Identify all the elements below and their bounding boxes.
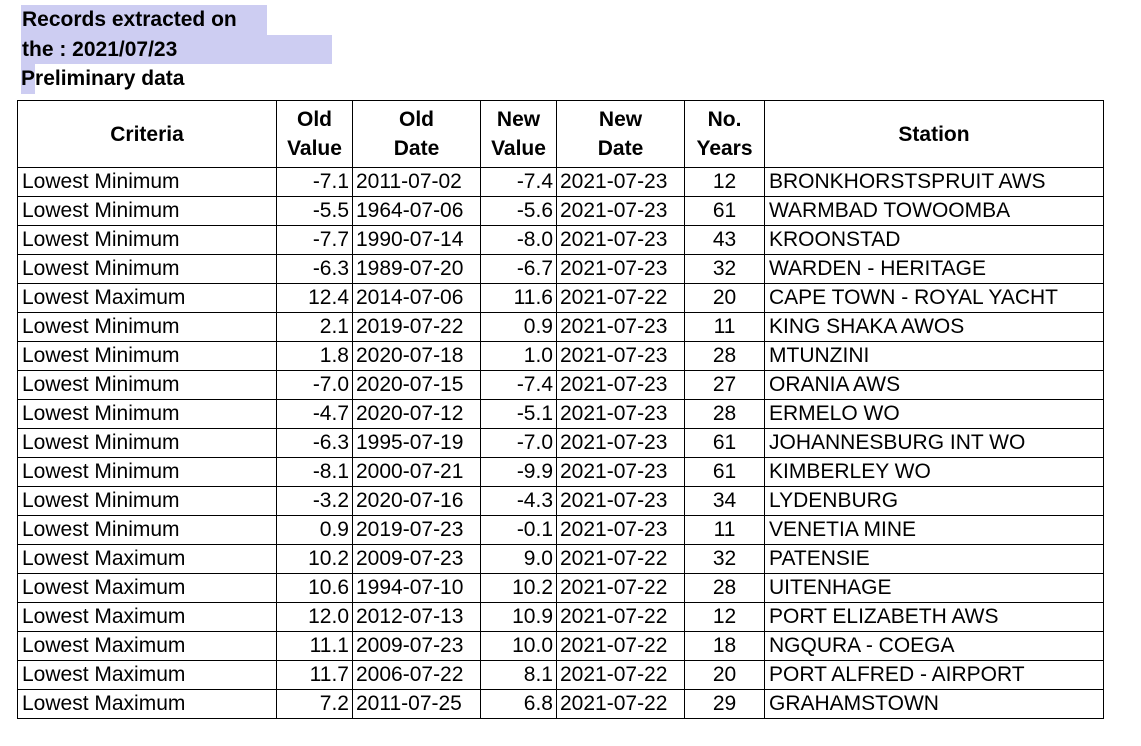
criteria-cell: Lowest Minimum	[18, 371, 277, 400]
station-cell: NGQURA - COEGA	[765, 632, 1104, 661]
old-date-cell: 2009-07-23	[353, 632, 481, 661]
station-cell: GRAHAMSTOWN	[765, 690, 1104, 719]
new-date-cell: 2021-07-23	[557, 226, 685, 255]
criteria-cell: Lowest Minimum	[18, 168, 277, 197]
old-value-cell: 10.2	[277, 545, 353, 574]
old-value-cell: 11.7	[277, 661, 353, 690]
criteria-cell: Lowest Maximum	[18, 690, 277, 719]
old-value-cell: -7.1	[277, 168, 353, 197]
no-years-cell: 32	[685, 545, 765, 574]
new-date-cell: 2021-07-23	[557, 458, 685, 487]
table-row	[18, 545, 1104, 574]
new-value-cell: 0.9	[481, 313, 557, 342]
new-date-cell: 2021-07-23	[557, 371, 685, 400]
no-years-cell: 20	[685, 661, 765, 690]
preliminary-label: reliminary data	[35, 67, 185, 90]
old-date-cell: 2012-07-13	[353, 603, 481, 632]
no-years-cell: 12	[685, 168, 765, 197]
new-value-cell: -8.0	[481, 226, 557, 255]
station-cell: ORANIA AWS	[765, 371, 1104, 400]
new-date-cell: 2021-07-22	[557, 690, 685, 719]
old-value-cell: -5.5	[277, 197, 353, 226]
old-value-cell: -7.0	[277, 371, 353, 400]
old-date-cell: 1989-07-20	[353, 255, 481, 284]
no-years-cell: 20	[685, 284, 765, 313]
new-value-cell: 10.0	[481, 632, 557, 661]
station-cell: VENETIA MINE	[765, 516, 1104, 545]
old-date-cell: 2020-07-18	[353, 342, 481, 371]
station-cell: ERMELO WO	[765, 400, 1104, 429]
station-cell: MTUNZINI	[765, 342, 1104, 371]
station-cell: KIMBERLEY WO	[765, 458, 1104, 487]
station-cell: PORT ALFRED - AIRPORT	[765, 661, 1104, 690]
old-value-cell: 12.0	[277, 603, 353, 632]
table-row	[18, 400, 1104, 429]
table-row	[18, 574, 1104, 603]
old-date-cell: 2019-07-23	[353, 516, 481, 545]
table-body	[18, 168, 1104, 719]
records-table	[17, 100, 1104, 719]
no-years-cell: 28	[685, 342, 765, 371]
old-date-cell: 1995-07-19	[353, 429, 481, 458]
table-row	[18, 661, 1104, 690]
no-years-cell: 61	[685, 458, 765, 487]
table-row	[18, 284, 1104, 313]
old-date-cell: 1994-07-10	[353, 574, 481, 603]
no-years-cell: 61	[685, 429, 765, 458]
old-value-cell: -7.7	[277, 226, 353, 255]
old-value-cell: 12.4	[277, 284, 353, 313]
new-value-cell: 10.2	[481, 574, 557, 603]
station-cell: PORT ELIZABETH AWS	[765, 603, 1104, 632]
new-value-cell: 10.9	[481, 603, 557, 632]
column-header-no-years: No. Years	[685, 101, 765, 168]
new-value-cell: -7.4	[481, 168, 557, 197]
criteria-cell: Lowest Maximum	[18, 574, 277, 603]
new-value-cell: -9.9	[481, 458, 557, 487]
station-cell: UITENHAGE	[765, 574, 1104, 603]
new-date-cell: 2021-07-23	[557, 168, 685, 197]
no-years-cell: 11	[685, 313, 765, 342]
old-value-cell: -3.2	[277, 487, 353, 516]
old-value-cell: 10.6	[277, 574, 353, 603]
no-years-cell: 12	[685, 603, 765, 632]
table-row	[18, 516, 1104, 545]
criteria-cell: Lowest Minimum	[18, 255, 277, 284]
table-row	[18, 458, 1104, 487]
old-value-cell: 7.2	[277, 690, 353, 719]
old-date-cell: 2011-07-25	[353, 690, 481, 719]
new-value-cell: 9.0	[481, 545, 557, 574]
old-value-cell: -6.3	[277, 255, 353, 284]
new-value-cell: -7.0	[481, 429, 557, 458]
document-header	[21, 5, 332, 94]
no-years-cell: 32	[685, 255, 765, 284]
no-years-cell: 43	[685, 226, 765, 255]
new-date-cell: 2021-07-22	[557, 661, 685, 690]
no-years-cell: 34	[685, 487, 765, 516]
station-cell: KING SHAKA AWOS	[765, 313, 1104, 342]
criteria-cell: Lowest Minimum	[18, 400, 277, 429]
table-row	[18, 168, 1104, 197]
station-cell: WARMBAD TOWOOMBA	[765, 197, 1104, 226]
old-date-cell: 2011-07-02	[353, 168, 481, 197]
new-value-cell: 8.1	[481, 661, 557, 690]
new-date-cell: 2021-07-23	[557, 197, 685, 226]
no-years-cell: 28	[685, 400, 765, 429]
no-years-cell: 29	[685, 690, 765, 719]
no-years-cell: 61	[685, 197, 765, 226]
new-date-cell: 2021-07-23	[557, 429, 685, 458]
new-date-cell: 2021-07-22	[557, 574, 685, 603]
new-date-cell: 2021-07-23	[557, 487, 685, 516]
table-row	[18, 487, 1104, 516]
new-date-cell: 2021-07-23	[557, 516, 685, 545]
column-header-new-value: New Value	[481, 101, 557, 168]
table-header-row	[18, 101, 1104, 168]
old-date-cell: 2020-07-12	[353, 400, 481, 429]
new-date-cell: 2021-07-22	[557, 545, 685, 574]
new-value-cell: -6.7	[481, 255, 557, 284]
new-date-cell: 2021-07-23	[557, 255, 685, 284]
header-line-2	[21, 35, 332, 65]
old-value-cell: 0.9	[277, 516, 353, 545]
header-line-3	[21, 64, 332, 94]
no-years-cell: 18	[685, 632, 765, 661]
column-header-station: Station	[765, 101, 1104, 168]
new-date-cell: 2021-07-22	[557, 632, 685, 661]
criteria-cell: Lowest Minimum	[18, 516, 277, 545]
new-value-cell: -7.4	[481, 371, 557, 400]
criteria-cell: Lowest Minimum	[18, 342, 277, 371]
criteria-cell: Lowest Minimum	[18, 197, 277, 226]
new-date-cell: 2021-07-22	[557, 603, 685, 632]
criteria-cell: Lowest Minimum	[18, 458, 277, 487]
station-cell: PATENSIE	[765, 545, 1104, 574]
no-years-cell: 27	[685, 371, 765, 400]
criteria-cell: Lowest Minimum	[18, 429, 277, 458]
new-date-cell: 2021-07-23	[557, 313, 685, 342]
new-value-cell: -4.3	[481, 487, 557, 516]
table-row	[18, 197, 1104, 226]
new-value-cell: -5.1	[481, 400, 557, 429]
table-row	[18, 603, 1104, 632]
old-value-cell: -4.7	[277, 400, 353, 429]
old-date-cell: 2014-07-06	[353, 284, 481, 313]
selection-cursor-char: P	[21, 64, 35, 94]
old-date-cell: 1990-07-14	[353, 226, 481, 255]
old-value-cell: -6.3	[277, 429, 353, 458]
old-date-cell: 2009-07-23	[353, 545, 481, 574]
new-date-cell: 2021-07-23	[557, 342, 685, 371]
column-header-old-date: Old Date	[353, 101, 481, 168]
column-header-old-value: Old Value	[277, 101, 353, 168]
no-years-cell: 28	[685, 574, 765, 603]
new-value-cell: 1.0	[481, 342, 557, 371]
station-cell: WARDEN - HERITAGE	[765, 255, 1104, 284]
station-cell: KROONSTAD	[765, 226, 1104, 255]
criteria-cell: Lowest Maximum	[18, 603, 277, 632]
old-value-cell: 2.1	[277, 313, 353, 342]
new-value-cell: 6.8	[481, 690, 557, 719]
extraction-label: Records extracted on	[21, 5, 267, 35]
criteria-cell: Lowest Maximum	[18, 284, 277, 313]
old-date-cell: 2006-07-22	[353, 661, 481, 690]
criteria-cell: Lowest Maximum	[18, 632, 277, 661]
criteria-cell: Lowest Minimum	[18, 226, 277, 255]
old-date-cell: 1964-07-06	[353, 197, 481, 226]
old-value-cell: 1.8	[277, 342, 353, 371]
criteria-cell: Lowest Minimum	[18, 487, 277, 516]
criteria-cell: Lowest Maximum	[18, 661, 277, 690]
old-value-cell: 11.1	[277, 632, 353, 661]
table-row	[18, 371, 1104, 400]
table-row	[18, 632, 1104, 661]
new-value-cell: -0.1	[481, 516, 557, 545]
table-row	[18, 429, 1104, 458]
table-row	[18, 690, 1104, 719]
old-value-cell: -8.1	[277, 458, 353, 487]
old-date-cell: 2019-07-22	[353, 313, 481, 342]
criteria-cell: Lowest Maximum	[18, 545, 277, 574]
new-date-cell: 2021-07-23	[557, 400, 685, 429]
table-row	[18, 313, 1104, 342]
column-header-new-date: New Date	[557, 101, 685, 168]
station-cell: CAPE TOWN - ROYAL YACHT	[765, 284, 1104, 313]
column-header-criteria: Criteria	[18, 101, 277, 168]
old-date-cell: 2020-07-15	[353, 371, 481, 400]
header-line-1	[21, 5, 332, 35]
extraction-date: the : 2021/07/23	[21, 35, 332, 65]
old-date-cell: 2000-07-21	[353, 458, 481, 487]
new-value-cell: -5.6	[481, 197, 557, 226]
station-cell: JOHANNESBURG INT WO	[765, 429, 1104, 458]
no-years-cell: 11	[685, 516, 765, 545]
new-value-cell: 11.6	[481, 284, 557, 313]
table-row	[18, 255, 1104, 284]
new-date-cell: 2021-07-22	[557, 284, 685, 313]
table-row	[18, 226, 1104, 255]
station-cell: BRONKHORSTSPRUIT AWS	[765, 168, 1104, 197]
criteria-cell: Lowest Minimum	[18, 313, 277, 342]
table-row	[18, 342, 1104, 371]
old-date-cell: 2020-07-16	[353, 487, 481, 516]
station-cell: LYDENBURG	[765, 487, 1104, 516]
